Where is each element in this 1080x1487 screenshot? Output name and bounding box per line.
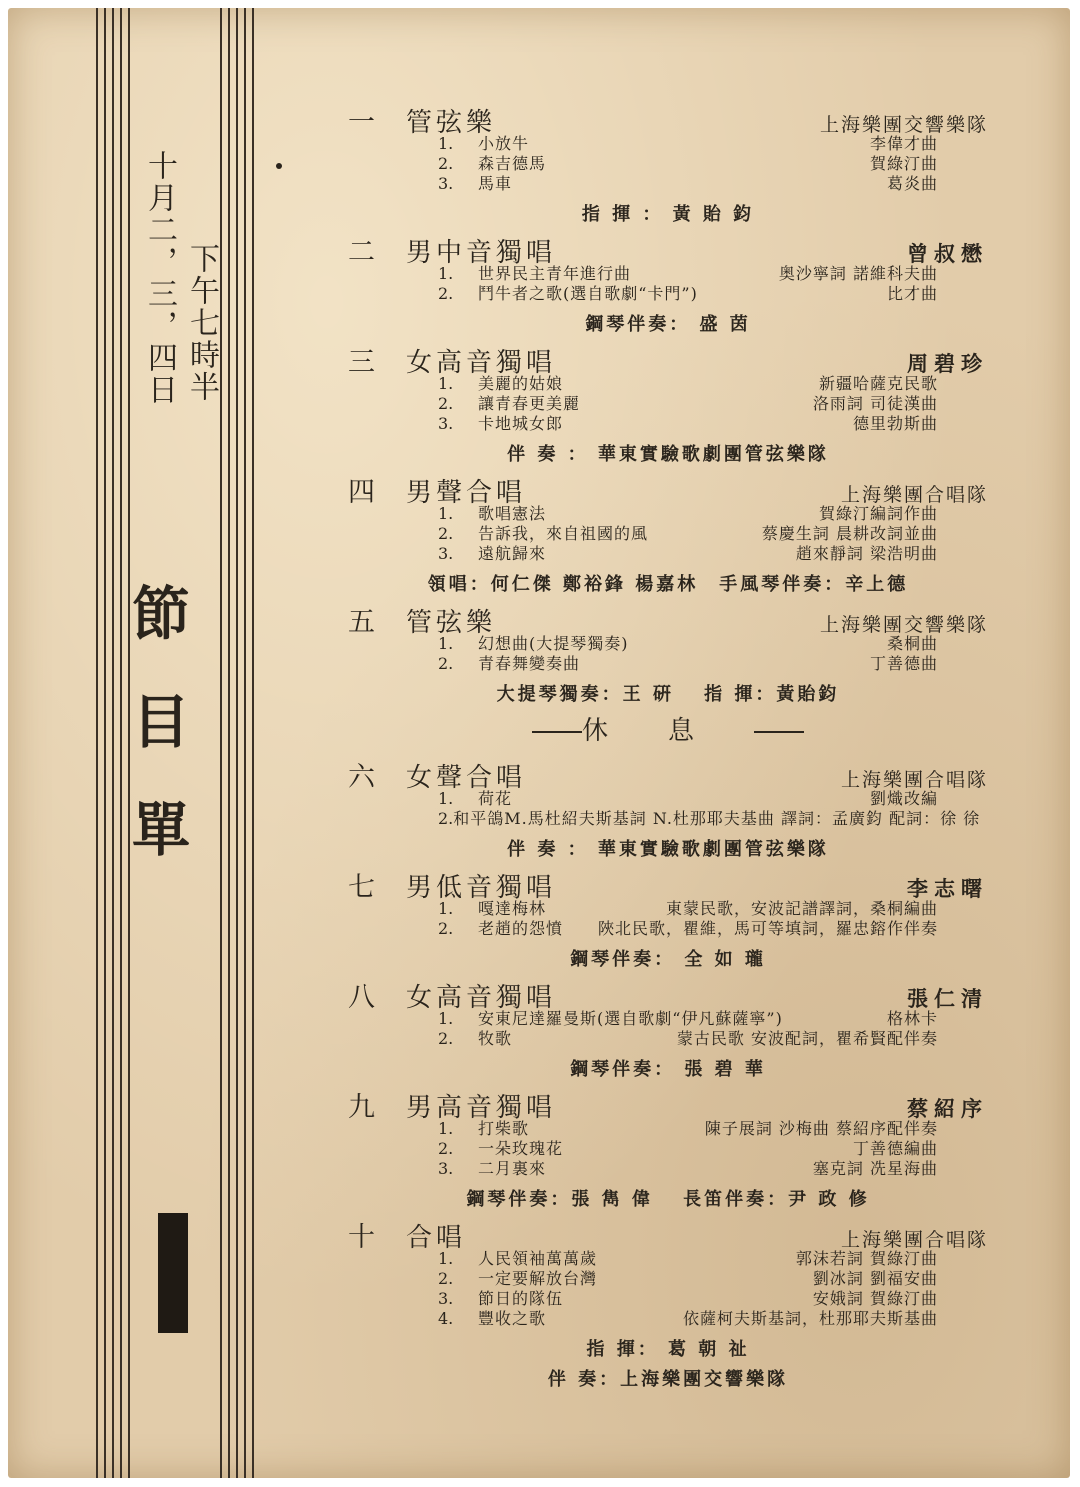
section-performer: 上海樂團合唱隊	[840, 1229, 988, 1251]
section-title: 合唱	[406, 1223, 467, 1253]
piece-list	[438, 789, 981, 829]
piece-number: 3.	[438, 414, 454, 433]
piece-row	[438, 1009, 938, 1029]
piece-credit: 賀綠汀曲	[869, 154, 938, 173]
piece-row	[438, 504, 938, 524]
piece-row	[438, 1119, 938, 1139]
piece-credit: 劉冰詞 劉福安曲	[812, 1269, 938, 1288]
piece-credit: 陜北民歌，瞿維，馬可等填詞，羅忠鎔作伴奏	[597, 919, 938, 938]
section-accompaniment: 伴 奏 ： 華東實驗歌劇團管弦樂隊	[507, 839, 829, 860]
piece-number: 2.	[438, 524, 454, 543]
section-accompaniment: 鋼琴伴奏：張 雋 偉 長笛伴奏：尹 政 修	[466, 1189, 870, 1210]
piece-credit: 桑桐曲	[886, 634, 938, 653]
section-title: 男聲合唱	[406, 478, 527, 508]
piece-title: 牧歌	[478, 1029, 513, 1048]
section-number: 七	[348, 872, 375, 903]
piece-number: 1.	[438, 1249, 454, 1268]
section-number: 三	[348, 347, 375, 378]
piece-title: 青春舞變奏曲	[478, 654, 581, 673]
piece-title: 卡地城女郎	[478, 414, 564, 433]
program-section	[348, 755, 988, 860]
section-accompaniment: 鋼琴伴奏： 全 如 瓏	[570, 949, 766, 970]
section-header	[348, 1085, 988, 1123]
piece-title: 打柴歌	[478, 1119, 530, 1138]
piece-credit: 奥沙寧詞 諾維科夫曲	[778, 264, 938, 283]
piece-row	[438, 634, 938, 654]
concert-time: 下午七時半	[184, 243, 219, 403]
program-section	[348, 340, 988, 465]
section-accompaniment: 大提琴獨奏：王 硏 指 揮：黃貽鈞	[496, 684, 840, 705]
piece-list	[438, 504, 938, 564]
piece-title: 歌唱憲法	[478, 504, 547, 523]
piece-title: 美麗的姑娘	[478, 374, 564, 393]
section-number: 八	[348, 982, 375, 1013]
program-section	[348, 100, 988, 225]
piece-credit: 趙來靜詞 梁浩明曲	[795, 544, 938, 563]
piece-title: 森吉德馬	[478, 154, 547, 173]
section-title: 男低音獨唱	[406, 873, 557, 903]
section-performer: 張仁清	[907, 986, 988, 1011]
section-accompaniment: 指 揮 ： 黃 貽 鈞	[581, 204, 755, 225]
ink-dot	[276, 163, 282, 169]
piece-credit: 東蒙民歌，安波記譜譯詞，桑桐編曲	[665, 899, 938, 918]
section-header	[348, 865, 988, 903]
piece-credit: 塞克詞 冼星海曲	[812, 1159, 938, 1178]
piece-credit: 陳子展詞 沙梅曲 蔡紹序配伴奏	[704, 1119, 938, 1138]
section-title: 女高音獨唱	[406, 983, 557, 1013]
piece-title: 遠航歸來	[478, 544, 547, 563]
program-section	[348, 1085, 988, 1210]
piece-list	[438, 134, 938, 194]
piece-number: 1.	[438, 634, 454, 653]
piece-number: 2.	[438, 1139, 454, 1158]
program-sheet	[8, 8, 1070, 1478]
section-number: 二	[348, 237, 375, 268]
piece-row	[438, 414, 938, 434]
piece-credit: 葛炎曲	[886, 174, 938, 193]
piece-credit: 安娥詞 賀綠汀曲	[812, 1289, 938, 1308]
piece-credit: M.馬杜紹夫斯基詞 N.杜那耶夫基曲 譯詞：孟廣鈞 配詞：徐 徐	[504, 809, 981, 828]
piece-row	[438, 899, 938, 919]
intermission-label: 休息	[581, 716, 754, 746]
piece-credit: 郭沫若詞 賀綠汀曲	[795, 1249, 938, 1268]
piece-row	[438, 544, 938, 564]
section-title: 男中音獨唱	[406, 238, 557, 268]
piece-number: 2.	[438, 284, 454, 303]
piece-row	[438, 809, 981, 829]
piece-row	[438, 1159, 938, 1179]
program-section	[348, 600, 988, 705]
divider-line-left	[532, 731, 582, 733]
section-accompaniment: 鋼琴伴奏： 盛 茵	[585, 314, 751, 335]
section-header	[348, 230, 988, 268]
piece-row	[438, 154, 938, 174]
section-header	[348, 100, 988, 138]
piece-number: 3.	[438, 1289, 454, 1308]
section-number: 五	[348, 607, 375, 638]
piece-number: 1.	[438, 134, 454, 153]
section-title: 男高音獨唱	[406, 1093, 557, 1123]
piece-credit: 丁善德編曲	[852, 1139, 938, 1158]
piece-row	[438, 789, 938, 809]
piece-row	[438, 1139, 938, 1159]
piece-number: 2.	[438, 394, 454, 413]
piece-row	[438, 394, 938, 414]
piece-title: 告訴我，來自祖國的風	[478, 524, 649, 543]
section-title: 管弦樂	[406, 108, 497, 138]
program-section	[348, 470, 988, 595]
piece-credit: 李偉才曲	[869, 134, 938, 153]
piece-row	[438, 374, 938, 394]
section-performer: 蔡紹序	[907, 1096, 988, 1121]
section-performer: 上海樂團合唱隊	[840, 769, 988, 791]
concert-dates: 十月二，三，四日	[142, 150, 177, 406]
section-header	[348, 755, 988, 793]
piece-title: 世界民主青年進行曲	[478, 264, 632, 283]
piece-title: 鬥牛者之歌(選自歌劇“卡門”)	[478, 284, 698, 303]
program-title: 節目單	[122, 583, 190, 907]
piece-credit: 劉熾改編	[869, 789, 938, 808]
intermission-divider	[348, 710, 988, 747]
section-header	[348, 470, 988, 508]
piece-title: 荷花	[478, 789, 513, 808]
section-performer: 李志曙	[907, 876, 988, 901]
section-performer: 上海樂團交響樂隊	[819, 614, 988, 636]
piece-title: 讓青春更美麗	[478, 394, 581, 413]
piece-row	[438, 1029, 938, 1049]
piece-row	[438, 654, 938, 674]
piece-credit: 丁善德曲	[869, 654, 938, 673]
section-number: 六	[348, 762, 375, 793]
piece-credit: 蔡慶生詞 晨耕改詞並曲	[761, 524, 938, 543]
piece-number: 1.	[438, 374, 454, 393]
piece-list	[438, 634, 938, 674]
piece-row	[438, 1289, 938, 1309]
piece-list	[438, 899, 938, 939]
program-list	[348, 100, 988, 1395]
piece-number: 1.	[438, 789, 454, 808]
section-header	[348, 340, 988, 378]
section-accompaniment: 領唱：何仁傑 鄭裕鋒 楊嘉林 手風琴伴奏：辛上德	[427, 574, 909, 595]
piece-number: 1.	[438, 264, 454, 283]
piece-number: 2.	[438, 1269, 454, 1288]
piece-list	[438, 374, 938, 434]
section-accompaniment-2: 伴 奏：上海樂團交響樂隊	[547, 1369, 789, 1390]
page-number-mark	[158, 1213, 188, 1333]
piece-number: 2.	[438, 654, 454, 673]
section-accompaniment: 鋼琴伴奏： 張 碧 華	[570, 1059, 766, 1080]
piece-title: 節日的隊伍	[478, 1289, 564, 1308]
piece-list	[438, 1009, 938, 1049]
piece-title: 一定要解放台灣	[478, 1269, 598, 1288]
piece-number: 2.	[438, 1029, 454, 1048]
section-header	[348, 1215, 988, 1253]
program-section	[348, 865, 988, 970]
piece-title: 一朵玫瑰花	[478, 1139, 564, 1158]
section-performer: 曾叔懋	[907, 241, 988, 266]
piece-number: 3.	[438, 544, 454, 563]
piece-list	[438, 1249, 938, 1329]
piece-title: 二月裏來	[478, 1159, 547, 1178]
piece-number: 4.	[438, 1309, 454, 1328]
piece-row	[438, 1309, 938, 1329]
piece-credit: 依薩柯夫斯基詞，杜那耶夫斯基曲	[682, 1309, 938, 1328]
piece-number: 1.	[438, 1009, 454, 1028]
piece-title: 嘎達梅林	[478, 899, 547, 918]
section-title: 女聲合唱	[406, 763, 527, 793]
piece-row	[438, 134, 938, 154]
piece-title: 安東尼達羅曼斯(選自歌劇“伊凡蘇薩寧”)	[478, 1009, 783, 1028]
section-number: 一	[348, 107, 375, 138]
section-performer: 上海樂團交響樂隊	[819, 114, 988, 136]
section-title: 管弦樂	[406, 608, 497, 638]
piece-title: 幻想曲(大提琴獨奏)	[478, 634, 629, 653]
section-number: 九	[348, 1092, 375, 1123]
section-header	[348, 600, 988, 638]
piece-number: 3.	[438, 1159, 454, 1178]
piece-title: 小放牛	[478, 134, 530, 153]
section-accompaniment: 指 揮： 葛 朝 祉	[586, 1339, 750, 1360]
piece-row	[438, 919, 938, 939]
section-number: 四	[348, 477, 375, 508]
piece-number: 1.	[438, 1119, 454, 1138]
piece-credit: 蒙古民歌 安波配詞，瞿希賢配伴奏	[676, 1029, 938, 1048]
section-performer: 上海樂團合唱隊	[840, 484, 988, 506]
piece-list	[438, 1119, 938, 1179]
piece-number: 2.	[438, 809, 454, 828]
program-section	[348, 230, 988, 335]
piece-row	[438, 284, 938, 304]
section-accompaniment: 伴 奏 ： 華東實驗歌劇團管弦樂隊	[507, 444, 829, 465]
section-number: 十	[348, 1222, 375, 1253]
piece-credit: 賀綠汀編詞作曲	[818, 504, 938, 523]
piece-number: 3.	[438, 174, 454, 193]
piece-number: 1.	[438, 899, 454, 918]
program-section	[348, 975, 988, 1080]
section-header	[348, 975, 988, 1013]
divider-line-right	[754, 731, 804, 733]
piece-number: 1.	[438, 504, 454, 523]
piece-row	[438, 524, 938, 544]
piece-row	[438, 1249, 938, 1269]
program-section	[348, 1215, 988, 1390]
piece-credit: 格林卡	[886, 1009, 938, 1028]
piece-title: 和平鴿	[453, 809, 505, 828]
piece-credit: 比才曲	[886, 284, 938, 303]
piece-credit: 德里勃斯曲	[852, 414, 938, 433]
piece-title: 人民領袖萬萬歲	[478, 1249, 598, 1268]
piece-list	[438, 264, 938, 304]
piece-row	[438, 1269, 938, 1289]
piece-row	[438, 174, 938, 194]
piece-title: 老趙的怨憤	[478, 919, 564, 938]
piece-credit: 洛雨詞 司徒漢曲	[812, 394, 938, 413]
piece-number: 2.	[438, 919, 454, 938]
piece-title: 豐收之歌	[478, 1309, 547, 1328]
piece-number: 2.	[438, 154, 454, 173]
piece-row	[438, 264, 938, 284]
piece-title: 馬車	[478, 174, 513, 193]
piece-credit: 新疆哈薩克民歌	[818, 374, 938, 393]
section-title: 女高音獨唱	[406, 348, 557, 378]
section-performer: 周碧珍	[907, 351, 988, 376]
